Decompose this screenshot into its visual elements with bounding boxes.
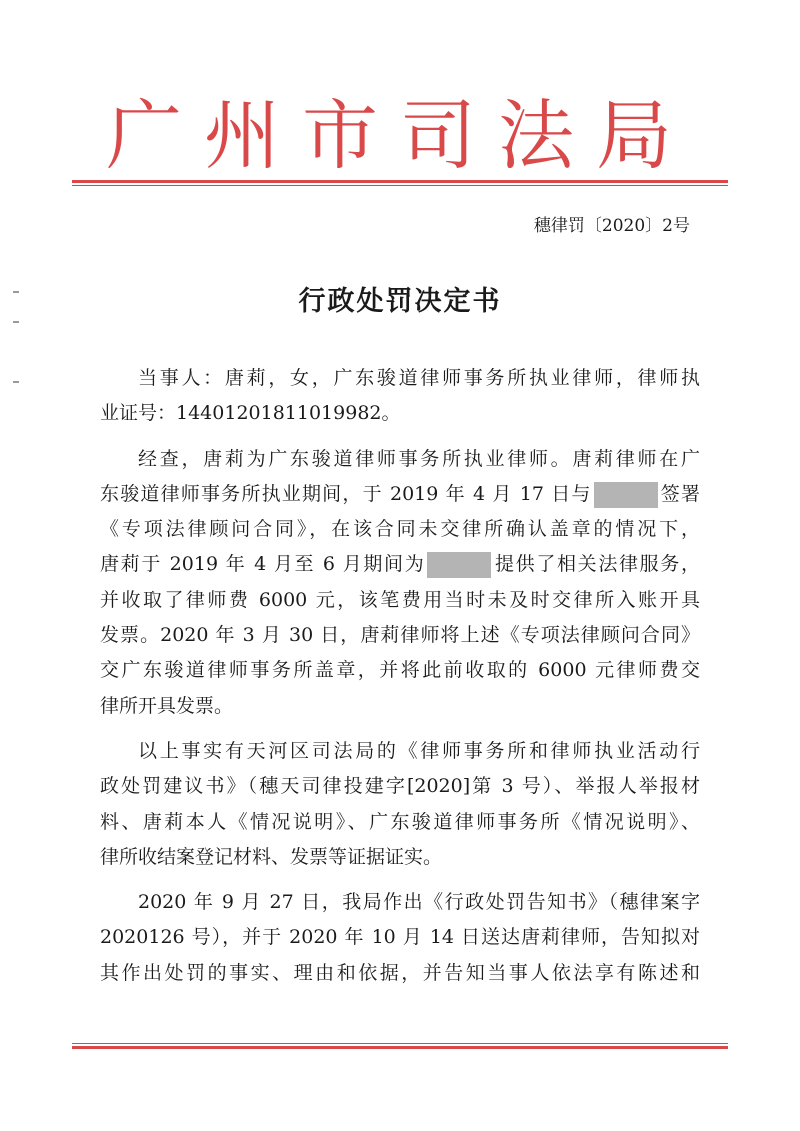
text-line: 并收取了律师费 6000 元，该笔费用当时未及时交律所入账开具: [100, 588, 700, 611]
paragraph-party: [100, 361, 700, 432]
text-line: [100, 547, 700, 582]
paragraph-notice: [100, 885, 700, 991]
document-title: 行政处罚决定书: [298, 286, 502, 317]
footer-rule-thin: [72, 1043, 728, 1044]
text-segment: 提供了相关法律服务，: [493, 553, 700, 576]
footer-rule: [72, 1046, 728, 1049]
header-rule-thin: [72, 185, 728, 186]
document-number: 穗律罚〔2020〕2号: [533, 216, 690, 236]
text-line: [100, 477, 700, 512]
text-segment: 唐莉于 2019 年 4 月至 6 月期间为: [100, 553, 426, 576]
text-line: 发票。2020 年 3 月 30 日，唐莉律师将上述《专项法律顾问合同》: [100, 624, 700, 647]
paragraph-facts: [100, 442, 700, 724]
text-line: 其作出处罚的事实、理由和依据，并告知当事人依法享有陈述和: [100, 961, 700, 984]
text-line: 政处罚建议书》（穗天司律投建字[2020]第 3 号）、举报人举报材: [100, 775, 700, 798]
header-rule: [72, 180, 728, 183]
text-line: 料、唐莉本人《情况说明》、广东骏道律师事务所《情况说明》、: [100, 810, 700, 833]
text-line: 交广东骏道律师事务所盖章，并将此前收取的 6000 元律师费交: [100, 659, 700, 682]
redaction-block: [594, 482, 658, 508]
text-segment: 东骏道律师事务所执业期间，于 2019 年 4 月 17 日与: [100, 482, 592, 505]
text-line: 2020126 号），并于 2020 年 10 月 14 日送达唐莉律师，告知拟对: [100, 926, 700, 949]
text-line: 律所收结案登记材料、发票等证据证实。: [100, 845, 443, 868]
document-body: [100, 361, 700, 991]
org-letterhead: 广州市司法局: [106, 91, 694, 180]
text-line: 《专项法律顾问合同》，在该合同未交律所确认盖章的情况下，: [100, 518, 700, 541]
scan-margin-mark: [13, 381, 19, 383]
text-line: 以上事实有天河区司法局的《律师事务所和律师执业活动行: [138, 739, 700, 762]
text-line: 业证号：14401201811019982。: [100, 402, 401, 425]
text-line: 2020 年 9 月 27 日，我局作出《行政处罚告知书》（穗律案字: [138, 891, 700, 914]
text-segment: 签署: [659, 482, 700, 505]
text-line: 律所开具发票。: [100, 694, 234, 717]
text-line: 经查，唐莉为广东骏道律师事务所执业律师。唐莉律师在广: [138, 447, 700, 470]
paragraph-evidence: [100, 734, 700, 875]
redaction-block: [427, 552, 491, 578]
text-line: 当事人：唐莉，女，广东骏道律师事务所执业律师，律师执: [138, 367, 700, 389]
